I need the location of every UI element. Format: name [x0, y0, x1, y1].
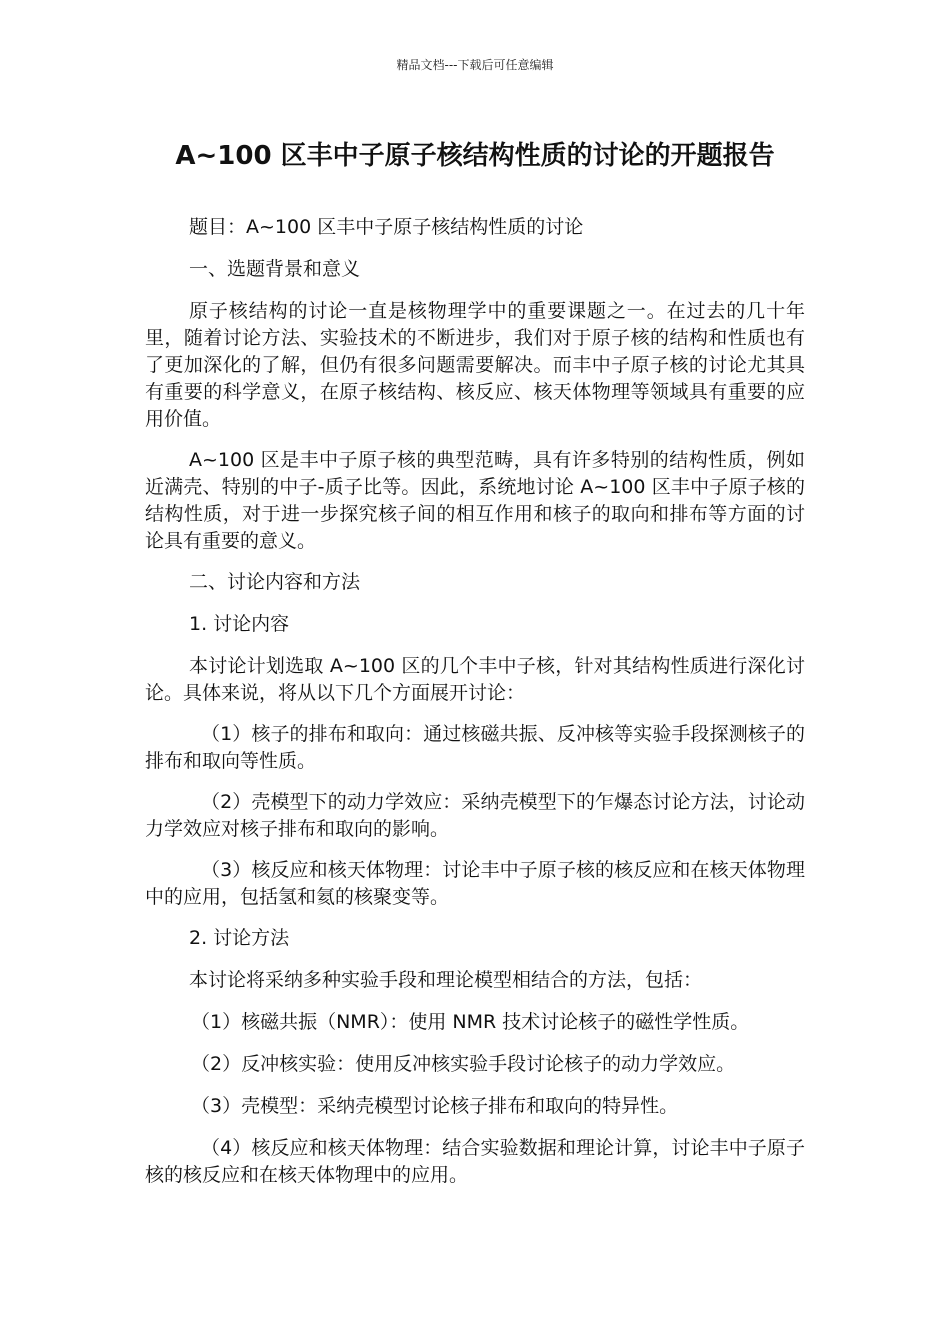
- content-item-2: （2）壳模型下的动力学效应：采纳壳模型下的乍爆态讨论方法，讨论动力学效应对核子排布和取向的影响。: [145, 791, 805, 840]
- method-item-2: （2）反冲核实验：使用反冲核实验手段讨论核子的动力学效应。: [191, 1053, 736, 1075]
- topic-line: 题目：A~100 区丰中子原子核结构性质的讨论: [189, 216, 584, 238]
- subheading-content: 1. 讨论内容: [189, 613, 290, 635]
- paragraph-method-intro: 本讨论将采纳多种实验手段和理论模型相结合的方法，包括：: [189, 969, 703, 991]
- subheading-method: 2. 讨论方法: [189, 927, 290, 949]
- method-item-3: （3）壳模型：采纳壳模型讨论核子排布和取向的特异性。: [191, 1095, 679, 1117]
- method-item-1: （1）核磁共振（NMR）：使用 NMR 技术讨论核子的磁性学性质。: [191, 1011, 750, 1033]
- paragraph-plan: 本讨论计划选取 A~100 区的几个丰中子核，针对其结构性质进行深化讨论。具体来说，将从以下几个方面展开讨论：: [145, 655, 805, 704]
- method-item-4: （4）核反应和核天体物理：结合实验数据和理论计算，讨论丰中子原子核的核反应和在核天体物理中的应用。: [145, 1137, 805, 1186]
- document-title: A~100 区丰中子原子核结构性质的讨论的开题报告: [175, 141, 775, 171]
- section-heading-content-method: 二、讨论内容和方法: [189, 571, 361, 593]
- page-header-note: 精品文档---下载后可任意编辑: [396, 58, 554, 72]
- paragraph-a100-region: A~100 区是丰中子原子核的典型范畴，具有许多特别的结构性质，例如近满壳、特别的中子-质子比等。因此，系统地讨论 A~100 区丰中子原子核的结构性质，对于进一步探究核子间的相互作用和核子的取向和排布等方面的讨论具有重要的意义。: [145, 449, 805, 552]
- content-item-3: （3）核反应和核天体物理：讨论丰中子原子核的核反应和在核天体物理中的应用，包括氢和氦的核聚变等。: [145, 859, 805, 908]
- paragraph-background: 原子核结构的讨论一直是核物理学中的重要课题之一。在过去的几十年里，随着讨论方法、实验技术的不断进步，我们对于原子核的结构和性质也有了更加深化的了解，但仍有很多问题需要解决。而丰中子原子核的讨论尤其具有重要的科学意义，在原子核结构、核反应、核天体物理等领域具有重要的应用价值。: [145, 300, 805, 430]
- content-item-1: （1）核子的排布和取向：通过核磁共振、反冲核等实验手段探测核子的排布和取向等性质。: [145, 723, 805, 772]
- section-heading-background: 一、选题背景和意义: [189, 258, 361, 280]
- document-body: [145, 214, 805, 1203]
